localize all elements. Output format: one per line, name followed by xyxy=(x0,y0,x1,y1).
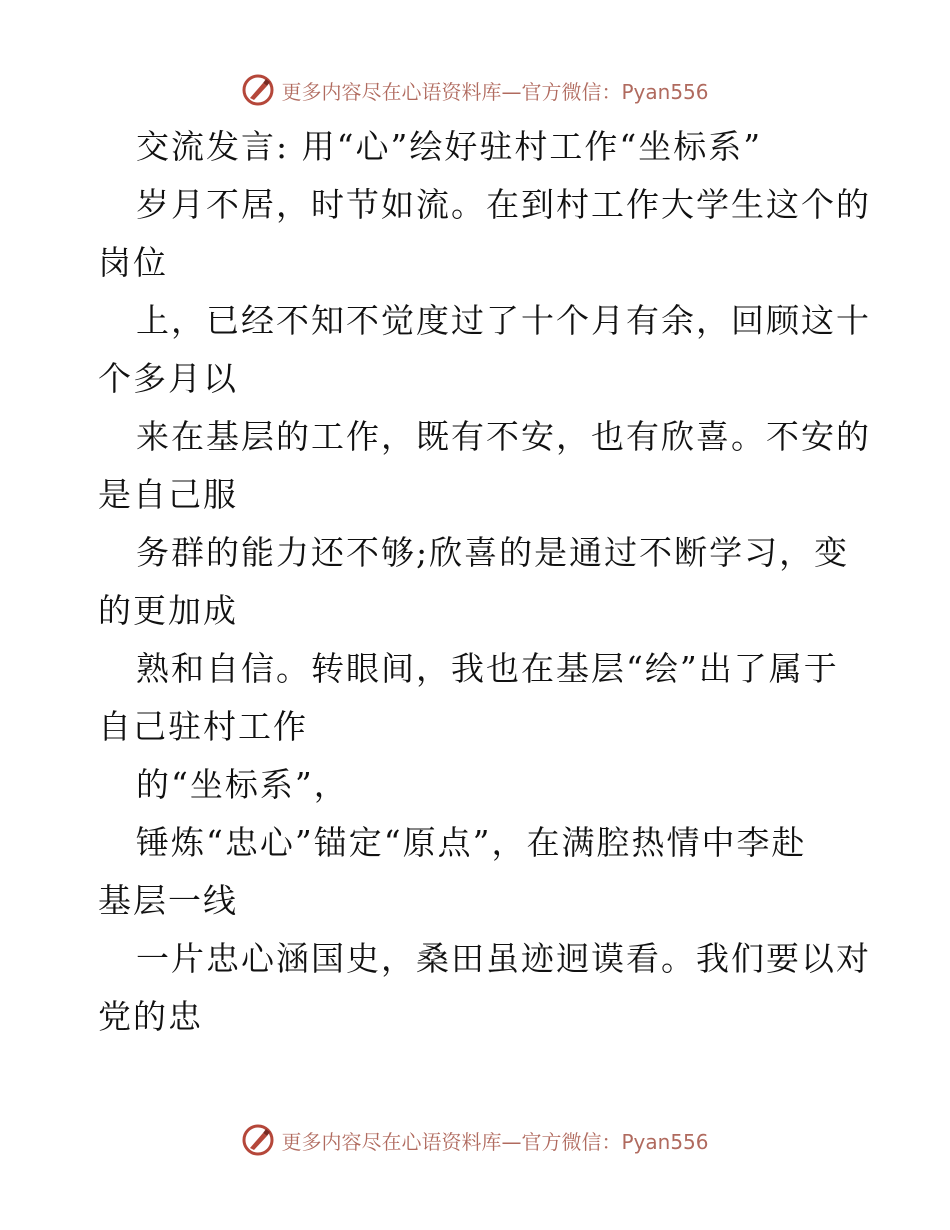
pen-logo-icon xyxy=(241,1123,275,1157)
paragraph-line: 锤炼“忠心”锚定“原点”，在满腔热情中李赴 xyxy=(136,823,807,862)
banner-wechat-id: Pyan556 xyxy=(621,79,709,104)
pen-logo-icon xyxy=(241,73,275,107)
banner-slogan: 更多内容尽在心语资料库 xyxy=(281,79,502,104)
banner-text xyxy=(281,1126,708,1155)
paragraph-line: 党的忠 xyxy=(98,997,203,1036)
paragraph-line: 岁月不居，时节如流。在到村工作大学生这个的 xyxy=(136,185,871,224)
banner-slogan: 更多内容尽在心语资料库 xyxy=(281,1129,502,1154)
banner-text xyxy=(281,76,708,105)
document-body xyxy=(98,118,871,1046)
banner-separator: — xyxy=(501,1129,522,1154)
paragraph-line: 来在基层的工作，既有不安，也有欣喜。不安的 xyxy=(136,417,871,456)
paragraph-line: 自己驻村工作 xyxy=(98,707,308,746)
paragraph-line: 的“坐标系”， xyxy=(136,765,349,804)
paragraph-line: 务群的能力还不够;欣喜的是通过不断学习，变 xyxy=(136,533,850,572)
footer-watermark-banner xyxy=(0,1120,950,1160)
paragraph-line: 是自己服 xyxy=(98,475,238,514)
paragraph-line: 岗位 xyxy=(98,243,168,282)
banner-wechat-id: Pyan556 xyxy=(621,1129,709,1154)
paragraph-line: 上，已经不知不觉度过了十个月有余，回顾这十 xyxy=(136,301,871,340)
banner-wechat-label: 官方微信： xyxy=(521,1129,622,1154)
paragraph-line: 熟和自信。转眼间，我也在基层“绘”出了属于 xyxy=(136,649,839,688)
header-watermark-banner xyxy=(0,70,950,110)
paragraph-line: 一片忠心涵国史，桑田虽迹迥谟看。我们要以对 xyxy=(136,939,871,978)
banner-separator: — xyxy=(501,79,522,104)
banner-wechat-label: 官方微信： xyxy=(521,79,622,104)
paragraph-line: 的更加成 xyxy=(98,591,238,630)
document-title-line: 交流发言: 用“心”绘好驻村工作“坐标系” xyxy=(136,127,763,166)
paragraph-line: 基层一线 xyxy=(98,881,238,920)
paragraph-line: 个多月以 xyxy=(98,359,238,398)
